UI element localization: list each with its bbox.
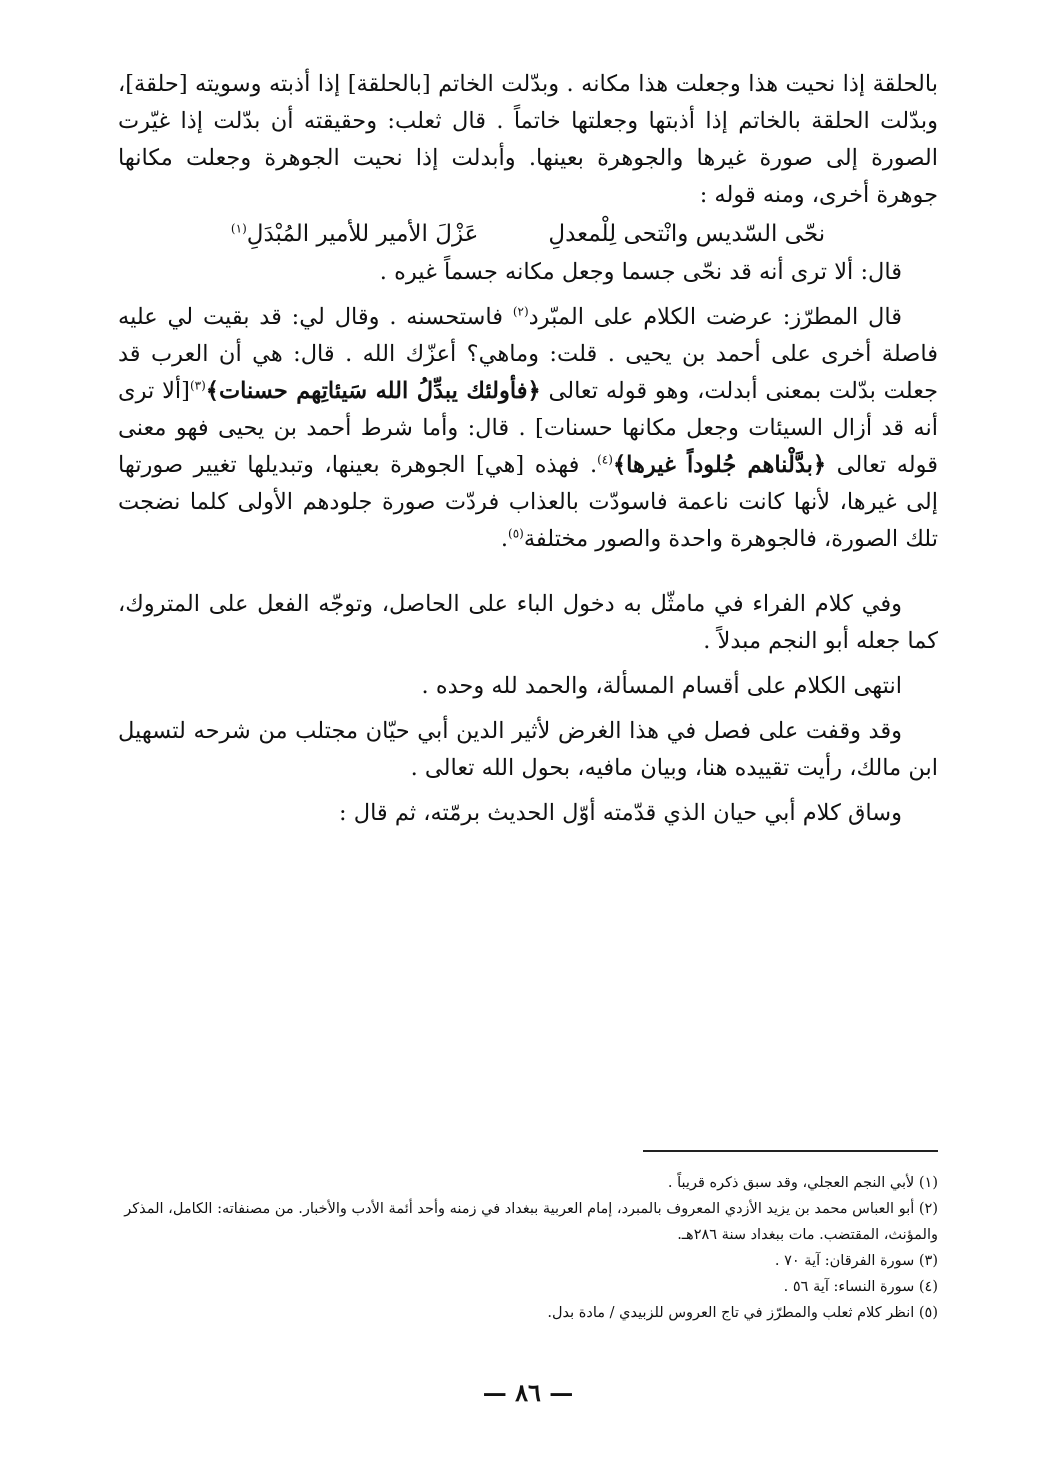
spacer [118, 660, 938, 668]
footnote-marker-2: (٢) [512, 304, 529, 319]
p3-text-end: . [500, 526, 509, 552]
footnote-marker-1: (١) [230, 221, 247, 236]
footnote-5: (٥) انظر كلام ثعلب والمطرّز في تاج العروس للزبيدي / مادة بدل. [547, 1305, 938, 1321]
footnote-marker-4: (٤) [597, 452, 613, 467]
footnote-4: (٤) سورة النساء: آية ٥٦ . [783, 1279, 938, 1295]
p3-text-c: [ألا ترى أنه قد أزال السيئات وجعل مكانها حسنات] . قال: وأما شرط أحمد بن يحيى فهو معنى قوله تعالى [118, 378, 939, 478]
footnotes [118, 1150, 938, 1326]
footnote-marker-5: (٥) [508, 526, 524, 541]
p3-text-a: قال المطرّز: عرضت الكلام على المبّرد [528, 304, 902, 330]
footnote-2: (٢) أبو العباس محمد بن يزيد الأزدي المعروف بالمبرد، إمام العربية ببغداد في زمنه وأحد أئمة الأدب والأخبار. من مصنفاته: الكامل، المذكر والمؤنث، المقتضب. مات ببغداد سنة ٢٨٦هـ. [124, 1201, 938, 1243]
p3-text-d: . فهذه [هي] الجوهرة بعينها، وتبديلها تغيير صورتها إلى غيرها، لأنها كانت ناعمة فاسودّت بالعذاب فردّت صورة جلودهم الأولى كلما نضجت تلك الصورة، فالجوهرة واحدة والصور مختلفة [118, 452, 938, 552]
quran-quote-2: ﴿بدَّلْناهم جُلوداً غيرها﴾ [612, 452, 827, 478]
paragraph-2: قال: ألا ترى أنه قد نحّى جسما وجعل مكانه جسماً غيره . [379, 259, 902, 285]
verse-second-text: عَزْلَ الأمير للأمير المُبْدَلِ [246, 221, 479, 247]
spacer [118, 787, 938, 795]
paragraph-4: وفي كلام الفراء في مامثّل به دخول الباء على الحاصل، وتوجّه الفعل على المتروك، كما جعله أبو النجم مبدلاً . [118, 591, 938, 654]
spacer [118, 558, 938, 586]
paragraph-3 [118, 299, 938, 558]
footnote-1: (١) لأبي النجم العجلي، وقد سبق ذكره قريباً . [667, 1175, 938, 1191]
footnote-3: (٣) سورة الفرقان: آية ٧٠ . [774, 1253, 938, 1269]
paragraph-5: انتهى الكلام على أقسام المسألة، والحمد لله وحده . [421, 673, 902, 699]
p3-text-b: فاستحسنه . وقال لي: قد بقيت لي عليه فاصلة أخرى على أحمد بن يحيى . قلت: وماهي؟ أعزّك الله . قال: هي أن العرب قد جعلت بدّلت بمعنى أبدلت، وهو قوله تعالى [118, 304, 938, 404]
paragraph-1: بالحلقة إذا نحيت هذا وجعلت هذا مكانه . وبدّلت الخاتم [بالحلقة] إذا أذبته وسويته [حلقة]، وبدّلت الحلقة بالخاتم إذا أذبتها وجعلتها خاتماً . قال ثعلب: وحقيقته أن بدّلت إذا غيّرت الصورة إلى صورة غيرها والجوهرة بعينها. وأبدلت إذا نحيت الجوهرة وجعلت مكانها جوهرة أخرى، ومنه قوله : [118, 71, 938, 208]
footnote-marker-3: (٣) [189, 378, 206, 393]
page-number: — ٨٦ — [482, 1378, 574, 1407]
verse-second-hemistich [231, 214, 478, 254]
paragraph-7: وساق كلام أبي حيان الذي قدّمته أوّل الحديث برمّته، ثم قال : [339, 800, 902, 826]
paragraph-6: وقد وقفت على فصل في هذا الغرض لأثير الدين أبي حيّان مجتلب من شرحه لتسهيل ابن مالك، رأيت تقييده هنا، وبيان مافيه، بحول الله تعالى . [118, 718, 938, 781]
footnote-divider [643, 1150, 938, 1152]
verse-first-hemistich: نحّى السّديس وانْتحى لِلْمعدلِ [548, 221, 826, 247]
main-text [118, 66, 938, 832]
quran-quote-1: ﴿فأولئك يبدِّلُ الله سَيئاتِهم حسنات﴾ [205, 378, 541, 404]
poetry-verse [118, 214, 938, 254]
spacer [118, 705, 938, 713]
spacer [118, 291, 938, 299]
